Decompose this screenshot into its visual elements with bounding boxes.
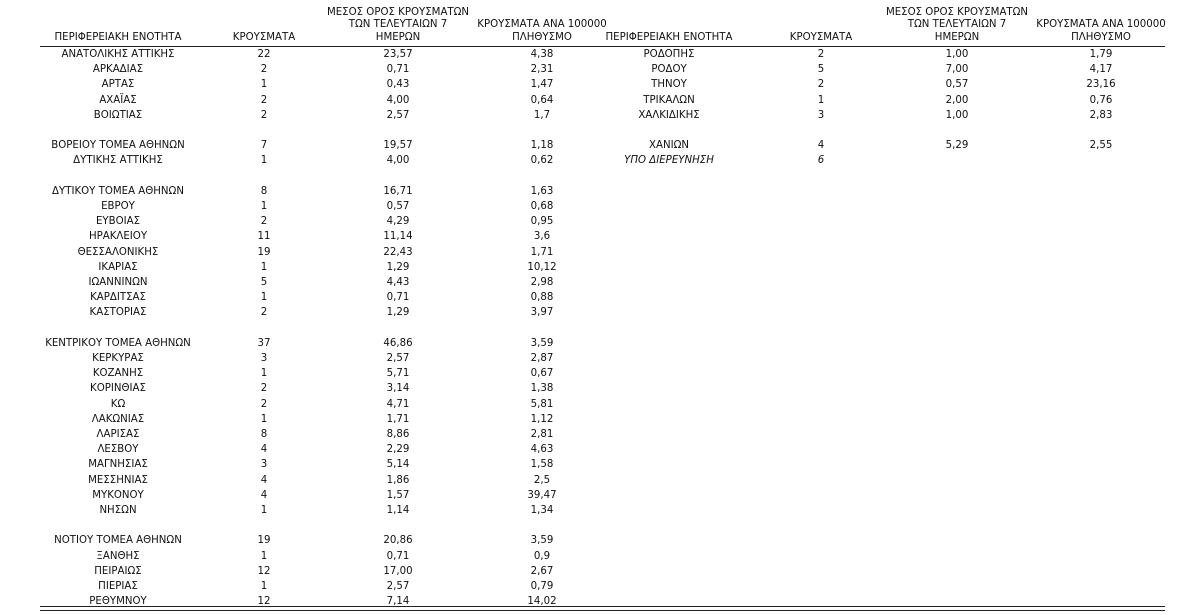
cell-avg7: 2,00 <box>945 94 969 106</box>
cell-region: ΜΑΓΝΗΣΙΑΣ <box>88 459 148 471</box>
cell-region: ΜΕΣΣΗΝΙΑΣ <box>88 474 148 486</box>
cell-avg7: 4,00 <box>386 94 410 106</box>
cell-per100k: 1,71 <box>530 246 554 258</box>
cell-region: ΛΕΣΒΟΥ <box>97 444 139 456</box>
cell-cases: 19 <box>257 535 271 547</box>
cell-per100k: 0,9 <box>533 550 551 562</box>
header-cases-text: ΚΡΟΥΣΜΑΤΑ <box>232 31 296 43</box>
cell-region: ΕΒΡΟΥ <box>101 201 135 212</box>
cell-avg7: 2,57 <box>386 353 410 364</box>
cell-avg7: 7,14 <box>386 596 410 608</box>
cell-per100k: 3,6 <box>533 231 551 243</box>
cell-cases: 2 <box>260 383 268 395</box>
cell-cases: 4 <box>260 489 268 501</box>
header-region-text: ΠΕΡΙΦΕΡΕΙΑΚΗ ΕΝΟΤΗΤΑ <box>54 31 182 43</box>
cell-cases: 6 <box>817 155 825 167</box>
cell-region: ΥΠΟ ΔΙΕΡΕΥΝΗΣΗ <box>624 155 714 167</box>
cell-per100k: 1,38 <box>530 383 554 395</box>
cell-per100k: 0,76 <box>1089 94 1113 106</box>
header-avg7-line2: ΤΩΝ ΤΕΛΕΥΤΑΙΩΝ 7 <box>348 19 448 30</box>
cell-cases: 8 <box>260 185 268 197</box>
cell-region: ΤΡΙΚΑΛΩΝ <box>643 94 695 106</box>
cell-region: ΚΑΣΤΟΡΙΑΣ <box>89 307 147 319</box>
cell-region: ΚΕΡΚΥΡΑΣ <box>92 353 144 364</box>
cell-per100k: 2,5 <box>533 474 551 486</box>
cell-per100k: 3,59 <box>530 337 554 349</box>
cell-per100k: 3,59 <box>530 535 554 547</box>
cell-avg7: 1,57 <box>386 489 410 501</box>
cell-region: ΔΥΤΙΚΟΥ ΤΟΜΕΑ ΑΘΗΝΩΝ <box>52 185 184 197</box>
cell-avg7: 0,71 <box>386 292 410 304</box>
right-table-header <box>587 0 1165 47</box>
cell-per100k: 39,47 <box>527 489 557 501</box>
cell-per100k: 2,31 <box>530 64 554 76</box>
cell-cases: 8 <box>260 429 268 440</box>
cell-per100k: 5,81 <box>530 398 554 410</box>
cell-avg7: 4,29 <box>386 216 410 228</box>
cell-per100k: 23,16 <box>1086 79 1116 91</box>
cell-avg7: 3,14 <box>386 383 410 395</box>
cell-per100k: 3,97 <box>530 307 554 319</box>
cell-per100k: 2,67 <box>530 565 554 577</box>
header-region-right <box>587 32 751 45</box>
cell-per100k: 0,68 <box>530 201 554 212</box>
cell-avg7: 19,57 <box>383 140 413 152</box>
cell-per100k: 10,12 <box>527 261 557 273</box>
cell-avg7: 5,71 <box>386 368 410 380</box>
cell-region: ΙΚΑΡΙΑΣ <box>98 261 138 273</box>
cell-cases: 2 <box>260 94 268 106</box>
cell-cases: 12 <box>257 596 271 608</box>
cell-cases: 5 <box>817 64 825 76</box>
cell-region: ΧΑΝΙΩΝ <box>649 140 689 152</box>
header-per100k-line2: ΠΛΗΘΥΣΜΟ <box>512 31 572 43</box>
cell-avg7: 23,57 <box>383 49 413 60</box>
cell-cases: 2 <box>260 109 268 121</box>
cell-per100k: 1,18 <box>530 140 554 152</box>
cell-region: ΔΥΤΙΚΗΣ ΑΤΤΙΚΗΣ <box>73 155 163 167</box>
cell-region: ΚΑΡΔΙΤΣΑΣ <box>90 292 146 304</box>
cell-cases: 2 <box>817 79 825 91</box>
cell-region: ΝΗΣΩΝ <box>99 505 137 516</box>
cell-region: ΚΩ <box>110 398 126 410</box>
cell-avg7: 0,57 <box>386 201 410 212</box>
cell-avg7: 11,14 <box>383 231 413 243</box>
cell-per100k: 0,88 <box>530 292 554 304</box>
cell-avg7: 2,57 <box>386 109 410 121</box>
cell-avg7: 5,14 <box>386 459 410 471</box>
cell-region: ΛΑΡΙΣΑΣ <box>96 429 140 440</box>
header-per100k-line1: ΚΡΟΥΣΜΑΤΑ ΑΝΑ 100000 <box>477 19 607 30</box>
cell-region: ΑΝΑΤΟΛΙΚΗΣ ΑΤΤΙΚΗΣ <box>61 49 175 60</box>
cell-per100k: 1,47 <box>530 79 554 91</box>
left-table-header <box>40 0 611 47</box>
cell-cases: 1 <box>260 261 268 273</box>
cell-avg7: 2,57 <box>386 581 410 592</box>
cell-region: ΚΕΝΤΡΙΚΟΥ ΤΟΜΕΑ ΑΘΗΝΩΝ <box>45 337 191 349</box>
cell-region: ΘΕΣΣΑΛΟΝΙΚΗΣ <box>77 246 159 258</box>
cell-avg7: 1,14 <box>386 505 410 516</box>
cell-cases: 1 <box>260 201 268 212</box>
header-avg7-right <box>883 7 1031 45</box>
cell-per100k: 0,67 <box>530 368 554 380</box>
cell-region: ΒΟΙΩΤΙΑΣ <box>93 109 143 121</box>
cell-per100k: 1,12 <box>530 413 554 425</box>
header-avg7-right-line2: ΤΩΝ ΤΕΛΕΥΤΑΙΩΝ 7 <box>907 19 1007 30</box>
cell-avg7: 1,71 <box>386 413 410 425</box>
cell-avg7: 17,00 <box>383 565 413 577</box>
cell-per100k: 2,55 <box>1089 140 1113 152</box>
cell-cases: 22 <box>257 49 271 60</box>
cell-avg7: 20,86 <box>383 535 413 547</box>
cell-cases: 1 <box>260 505 268 516</box>
header-per100k-right-line2: ΠΛΗΘΥΣΜΟ <box>1071 31 1131 43</box>
cell-cases: 4 <box>260 444 268 456</box>
cell-per100k: 2,98 <box>530 277 554 288</box>
cell-per100k: 1,7 <box>533 109 551 121</box>
cell-per100k: 1,79 <box>1089 49 1113 60</box>
cell-cases: 2 <box>260 307 268 319</box>
cell-avg7: 7,00 <box>945 64 969 76</box>
header-per100k-right <box>1031 19 1171 44</box>
cell-region: ΡΟΔΟΥ <box>651 64 687 76</box>
cell-cases: 11 <box>257 231 271 243</box>
cell-region: ΠΕΙΡΑΙΩΣ <box>94 565 142 577</box>
cell-cases: 19 <box>257 246 271 258</box>
header-avg7-right-line3: ΗΜΕΡΩΝ <box>934 31 980 43</box>
header-cases-right-text: ΚΡΟΥΣΜΑΤΑ <box>789 31 853 43</box>
cell-avg7: 0,71 <box>386 64 410 76</box>
cell-region: ΙΩΑΝΝΙΝΩΝ <box>88 277 148 288</box>
cell-avg7: 16,71 <box>383 185 413 197</box>
cell-avg7: 0,43 <box>386 79 410 91</box>
cell-cases: 1 <box>260 79 268 91</box>
header-region-right-text: ΠΕΡΙΦΕΡΕΙΑΚΗ ΕΝΟΤΗΤΑ <box>605 31 733 43</box>
cell-cases: 3 <box>817 109 825 121</box>
cell-avg7: 1,29 <box>386 261 410 273</box>
cell-per100k: 0,64 <box>530 94 554 106</box>
cell-per100k: 4,63 <box>530 444 554 456</box>
cell-cases: 2 <box>260 398 268 410</box>
cell-avg7: 1,86 <box>386 474 410 486</box>
cell-per100k: 0,95 <box>530 216 554 228</box>
header-avg7 <box>324 7 472 45</box>
cell-per100k: 14,02 <box>527 596 557 608</box>
table-bottom-double-rule <box>40 606 1165 611</box>
cell-per100k: 1,58 <box>530 459 554 471</box>
cell-cases: 4 <box>260 474 268 486</box>
cell-region: ΝΟΤΙΟΥ ΤΟΜΕΑ ΑΘΗΝΩΝ <box>54 535 182 547</box>
cell-region: ΑΡΚΑΔΙΑΣ <box>92 64 144 76</box>
cell-region: ΛΑΚΩΝΙΑΣ <box>91 413 145 425</box>
cell-cases: 2 <box>817 49 825 60</box>
cell-cases: 1 <box>260 155 268 167</box>
cell-per100k: 4,38 <box>530 49 554 60</box>
cell-region: ΚΟΖΑΝΗΣ <box>92 368 144 380</box>
cell-cases: 1 <box>817 94 825 106</box>
cell-region: ΧΑΛΚΙΔΙΚΗΣ <box>638 109 700 121</box>
cell-region: ΡΕΘΥΜΝΟΥ <box>89 596 147 608</box>
cell-region: ΠΙΕΡΙΑΣ <box>98 581 138 592</box>
cell-avg7: 2,29 <box>386 444 410 456</box>
cell-avg7: 5,29 <box>945 140 969 152</box>
cell-per100k: 2,87 <box>530 353 554 364</box>
header-cases <box>220 32 308 45</box>
cell-avg7: 4,00 <box>386 155 410 167</box>
cell-region: ΤΗΝΟΥ <box>651 79 687 91</box>
cell-region: ΒΟΡΕΙΟΥ ΤΟΜΕΑ ΑΘΗΝΩΝ <box>51 140 185 152</box>
header-region <box>40 32 196 45</box>
cell-region: ΑΧΑΪΑΣ <box>99 94 137 106</box>
cell-avg7: 4,43 <box>386 277 410 288</box>
cell-cases: 1 <box>260 550 268 562</box>
cell-avg7: 1,00 <box>945 49 969 60</box>
cell-cases: 2 <box>260 216 268 228</box>
cell-cases: 1 <box>260 368 268 380</box>
cell-per100k: 4,17 <box>1089 64 1113 76</box>
cell-cases: 2 <box>260 64 268 76</box>
cell-cases: 1 <box>260 413 268 425</box>
header-avg7-line1: ΜΕΣΟΣ ΟΡΟΣ ΚΡΟΥΣΜΑΤΩΝ <box>326 6 470 18</box>
cell-region: ΜΥΚΟΝΟΥ <box>92 489 144 501</box>
cell-region: ΑΡΤΑΣ <box>101 79 135 91</box>
cell-per100k: 2,81 <box>530 429 554 440</box>
header-avg7-line3: ΗΜΕΡΩΝ <box>375 31 421 43</box>
cell-avg7: 1,29 <box>386 307 410 319</box>
cell-avg7: 1,00 <box>945 109 969 121</box>
cell-per100k: 1,34 <box>530 505 554 516</box>
cell-per100k: 0,79 <box>530 581 554 592</box>
cell-avg7: 0,71 <box>386 550 410 562</box>
cell-cases: 1 <box>260 581 268 592</box>
cell-cases: 3 <box>260 353 268 364</box>
cell-per100k: 0,62 <box>530 155 554 167</box>
header-cases-right <box>777 32 865 45</box>
cell-per100k: 2,83 <box>1089 109 1113 121</box>
cell-region: ΕΥΒΟΙΑΣ <box>95 216 141 228</box>
cell-cases: 37 <box>257 337 271 349</box>
cell-avg7: 4,71 <box>386 398 410 410</box>
cell-avg7: 46,86 <box>383 337 413 349</box>
cell-region: ΡΟΔΟΠΗΣ <box>643 49 695 60</box>
header-per100k-right-line1: ΚΡΟΥΣΜΑΤΑ ΑΝΑ 100000 <box>1036 19 1166 30</box>
cell-cases: 4 <box>817 140 825 152</box>
cell-avg7: 22,43 <box>383 246 413 258</box>
cell-cases: 1 <box>260 292 268 304</box>
cell-avg7: 8,86 <box>386 429 410 440</box>
cell-cases: 7 <box>260 140 268 152</box>
cell-cases: 12 <box>257 565 271 577</box>
cell-region: ΚΟΡΙΝΘΙΑΣ <box>90 383 146 395</box>
cell-cases: 3 <box>260 459 268 471</box>
cell-region: ΞΑΝΘΗΣ <box>96 550 140 562</box>
cell-avg7: 0,57 <box>945 79 969 91</box>
cell-region: ΗΡΑΚΛΕΙΟΥ <box>88 231 148 243</box>
header-avg7-right-line1: ΜΕΣΟΣ ΟΡΟΣ ΚΡΟΥΣΜΑΤΩΝ <box>885 6 1029 18</box>
cell-cases: 5 <box>260 277 268 288</box>
cell-per100k: 1,63 <box>530 185 554 197</box>
